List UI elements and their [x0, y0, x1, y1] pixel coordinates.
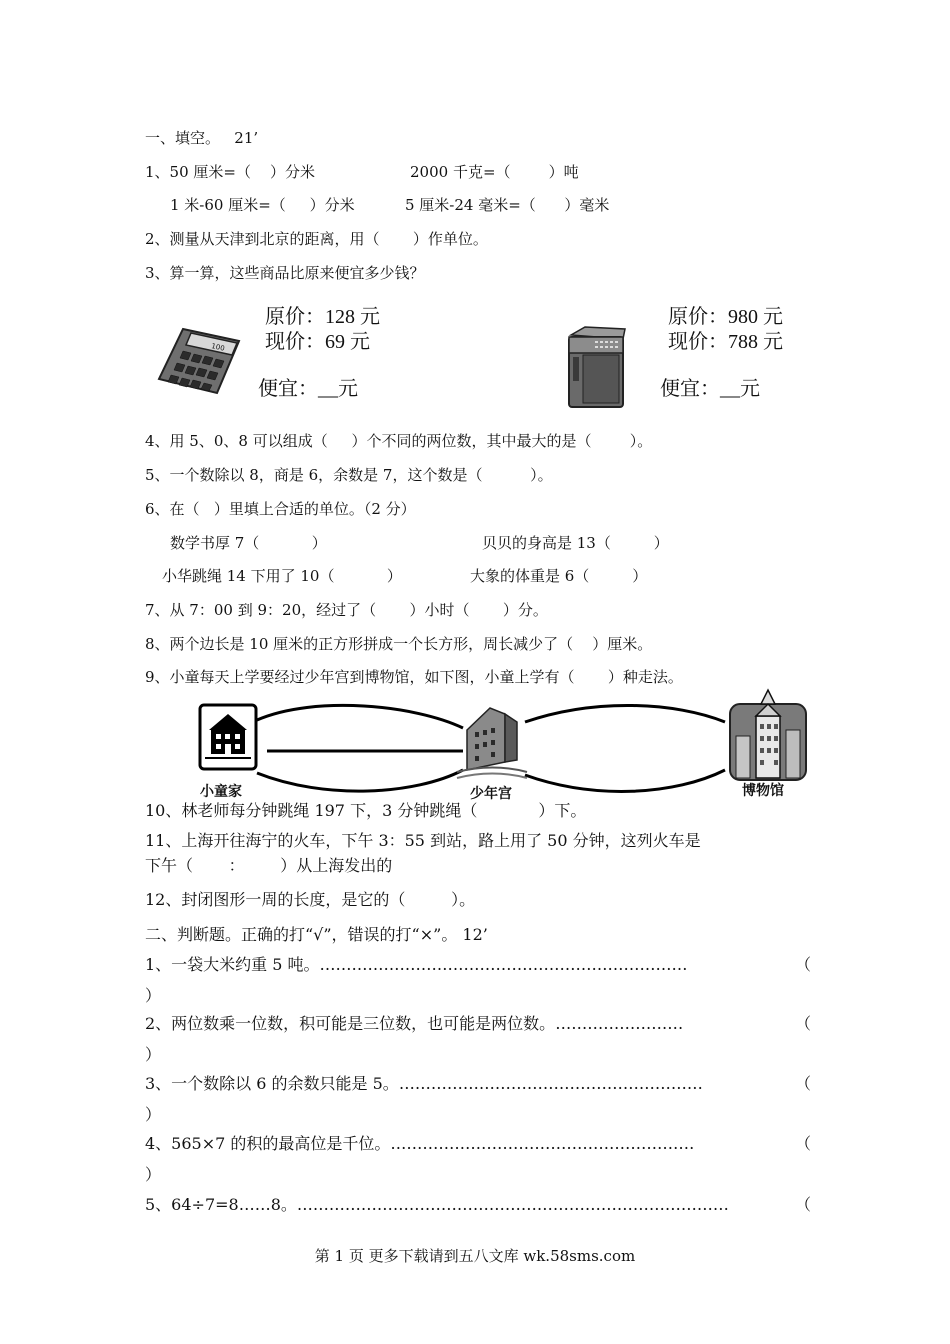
route-path-lower-1 — [257, 770, 463, 791]
question-6c: 小华跳绳 14 下用了 10（ ） — [162, 567, 402, 585]
map-label-museum: 博物馆 — [742, 783, 784, 799]
question-11b: 下午（ ： ）从上海发出的 — [145, 856, 393, 875]
question-6d: 大象的体重是 6（ ） — [470, 567, 648, 585]
calculator-icon — [155, 325, 245, 395]
answer-close-4: ） — [145, 1165, 162, 1184]
question-1d: 5 厘米-24 毫米=（ ）毫米 — [405, 196, 610, 214]
answer-open-2: （ — [795, 1014, 812, 1033]
judge-item-1: 1、一袋大米约重 5 吨。…………………………………………………………… — [145, 955, 688, 974]
dot-leader: ……………………………………………………………………… — [296, 1195, 729, 1214]
route-path-upper-1 — [257, 705, 463, 728]
palace-icon — [457, 708, 527, 778]
museum-icon — [730, 690, 806, 780]
item2-current-price: 现价：788 元 — [668, 331, 783, 353]
page-footer: 第 1 页 更多下载请到五八文库 wk.58sms.com — [314, 1247, 636, 1265]
item1-original-price: 原价：128 元 — [265, 306, 380, 328]
answer-open-4: （ — [795, 1134, 812, 1153]
refrigerator-icon — [565, 325, 630, 410]
question-2: 2、测量从天津到北京的距离，用（ ）作单位。 — [145, 230, 488, 248]
dot-leader: ………………………………………………… — [390, 1134, 695, 1153]
house-icon — [200, 705, 256, 769]
question-5: 5、一个数除以 8，商是 6，余数是 7，这个数是（ ）。 — [145, 466, 553, 484]
judge-item-3: 3、一个数除以 6 的余数只能是 5。………………………………………………… — [145, 1074, 703, 1093]
question-1a: 1、50 厘米=（ ）分米 — [145, 163, 316, 181]
dot-leader: ………………………………………………… — [398, 1074, 703, 1093]
section2-title: 二、判断题。正确的打“√”，错误的打“×”。 12’ — [145, 925, 488, 944]
question-6: 6、在（ ）里填上合适的单位。（2 分） — [145, 500, 416, 518]
item1-cheaper: 便宜：__元 — [258, 378, 358, 400]
dot-leader: …………………… — [555, 1014, 684, 1033]
question-7: 7、从 7：00 到 9：20，经过了（ ）小时（ ）分。 — [145, 601, 548, 619]
route-path-lower-2 — [525, 770, 725, 791]
question-1b: 2000 千克=（ ）吨 — [410, 163, 579, 181]
answer-close-2: ） — [145, 1045, 162, 1064]
question-6a: 数学书厚 7（ ） — [170, 534, 327, 552]
judge-item-5: 5、64÷7=8……8。……………………………………………………………………… — [145, 1195, 729, 1214]
item1-current-price: 现价：69 元 — [265, 331, 370, 353]
answer-open-5: （ — [795, 1195, 812, 1214]
answer-open-1: （ — [795, 955, 812, 974]
question-11a: 11、上海开往海宁的火车，下午 3：55 到站，路上用了 50 分钟，这列火车是 — [145, 831, 701, 850]
question-9: 9、小童每天上学要经过少年宫到博物馆，如下图，小童上学有（ ）种走法。 — [145, 668, 683, 686]
question-12: 12、封闭图形一周的长度，是它的（ ）。 — [145, 890, 476, 909]
question-3: 3、算一算，这些商品比原来便宜多少钱？ — [145, 264, 425, 282]
question-6b: 贝贝的身高是 13（ ） — [482, 534, 669, 552]
item2-original-price: 原价：980 元 — [668, 306, 783, 328]
question-8: 8、两个边长是 10 厘米的正方形拼成一个长方形，周长减少了（ ）厘米。 — [145, 635, 653, 653]
question-10: 10、林老师每分钟跳绳 197 下，3 分钟跳绳（ ）下。 — [145, 801, 587, 820]
svg-text:100: 100 — [210, 342, 226, 353]
route-path-upper-2 — [525, 705, 725, 722]
map-label-home: 小童家 — [200, 784, 242, 800]
map-label-palace: 少年宫 — [470, 786, 512, 802]
answer-close-1: ） — [145, 986, 162, 1005]
question-1c: 1 米-60 厘米=（ ）分米 — [170, 196, 355, 214]
answer-open-3: （ — [795, 1074, 812, 1093]
question-4: 4、用 5、0、8 可以组成（ ）个不同的两位数，其中最大的是（ ）。 — [145, 432, 653, 450]
judge-item-4: 4、565×7 的积的最高位是千位。………………………………………………… — [145, 1134, 695, 1153]
item2-cheaper: 便宜：__元 — [660, 378, 760, 400]
judge-item-2: 2、两位数乘一位数，积可能是三位数，也可能是两位数。…………………… — [145, 1014, 684, 1033]
dot-leader: …………………………………………………………… — [319, 955, 688, 974]
section1-title: 一、填空。 21’ — [145, 129, 259, 147]
answer-close-3: ） — [145, 1105, 162, 1124]
